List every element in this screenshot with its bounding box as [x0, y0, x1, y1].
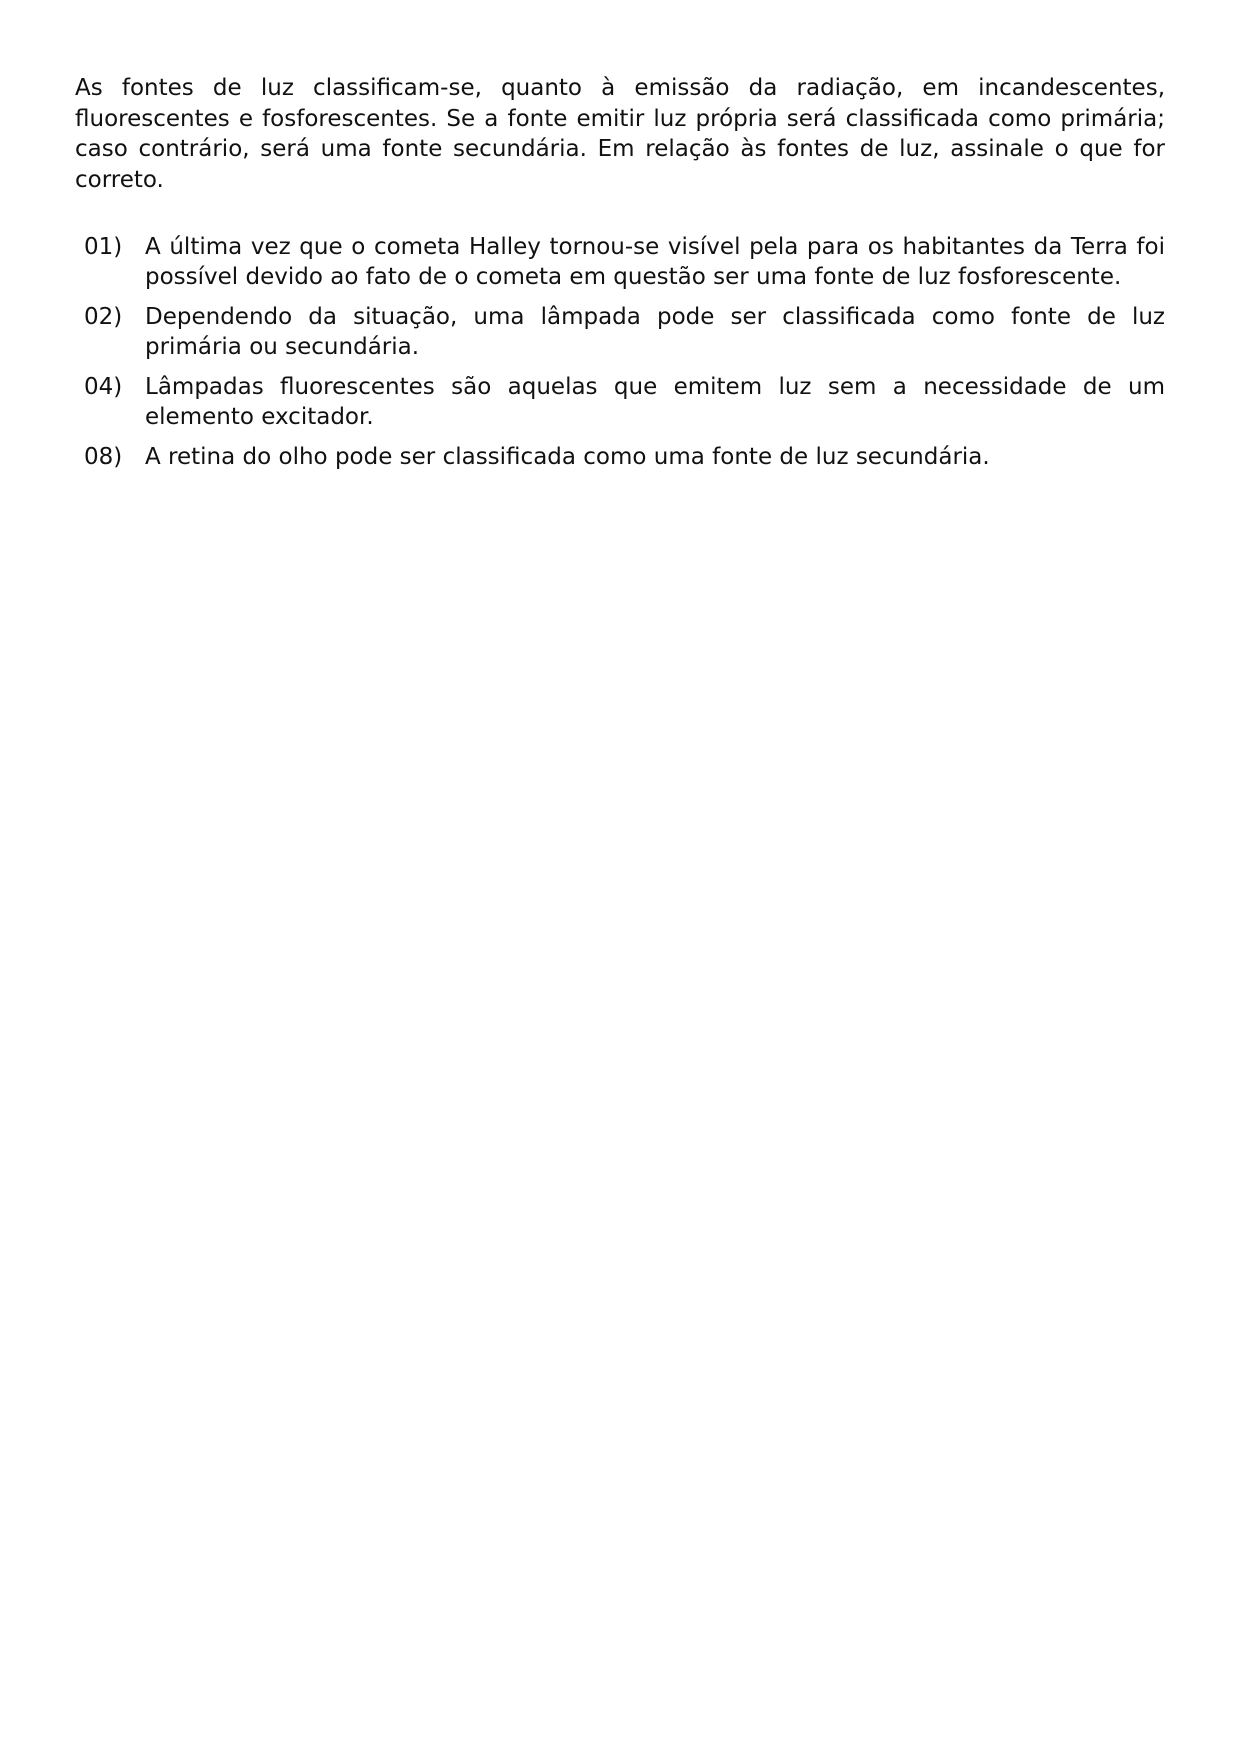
question-page: [75, 73, 1165, 484]
option-text: Dependendo da situação, uma lâmpada pode ser classificada como fonte de luz primária ou secundária.: [145, 304, 1165, 360]
answer-option-04: [75, 373, 1165, 432]
option-text: Lâmpadas fluorescentes são aquelas que emitem luz sem a necessidade de um elemento excitador.: [145, 374, 1165, 430]
question-stem: As fontes de luz classificam-se, quanto à emissão da radiação, em incandescentes, fluorescentes e fosforescentes. Se a fonte emitir luz própria será classificada como primária; caso contrário, será uma fonte secundária. Em relação às fontes de luz, assinale o que for correto.: [75, 75, 1165, 193]
option-number: 01): [84, 234, 123, 260]
option-number: 02): [84, 304, 123, 330]
answer-option-08: [75, 443, 1165, 473]
option-text: A última vez que o cometa Halley tornou-se visível pela para os habitantes da Terra foi possível devido ao fato de o cometa em questão ser uma fonte de luz fosforescente.: [145, 234, 1165, 290]
option-number: 08): [84, 444, 123, 470]
answer-options-list: [75, 233, 1165, 473]
answer-option-02: [75, 303, 1165, 362]
option-number: 04): [84, 374, 123, 400]
option-text: A retina do olho pode ser classificada como uma fonte de luz secundária.: [145, 444, 990, 470]
answer-option-01: [75, 233, 1165, 292]
